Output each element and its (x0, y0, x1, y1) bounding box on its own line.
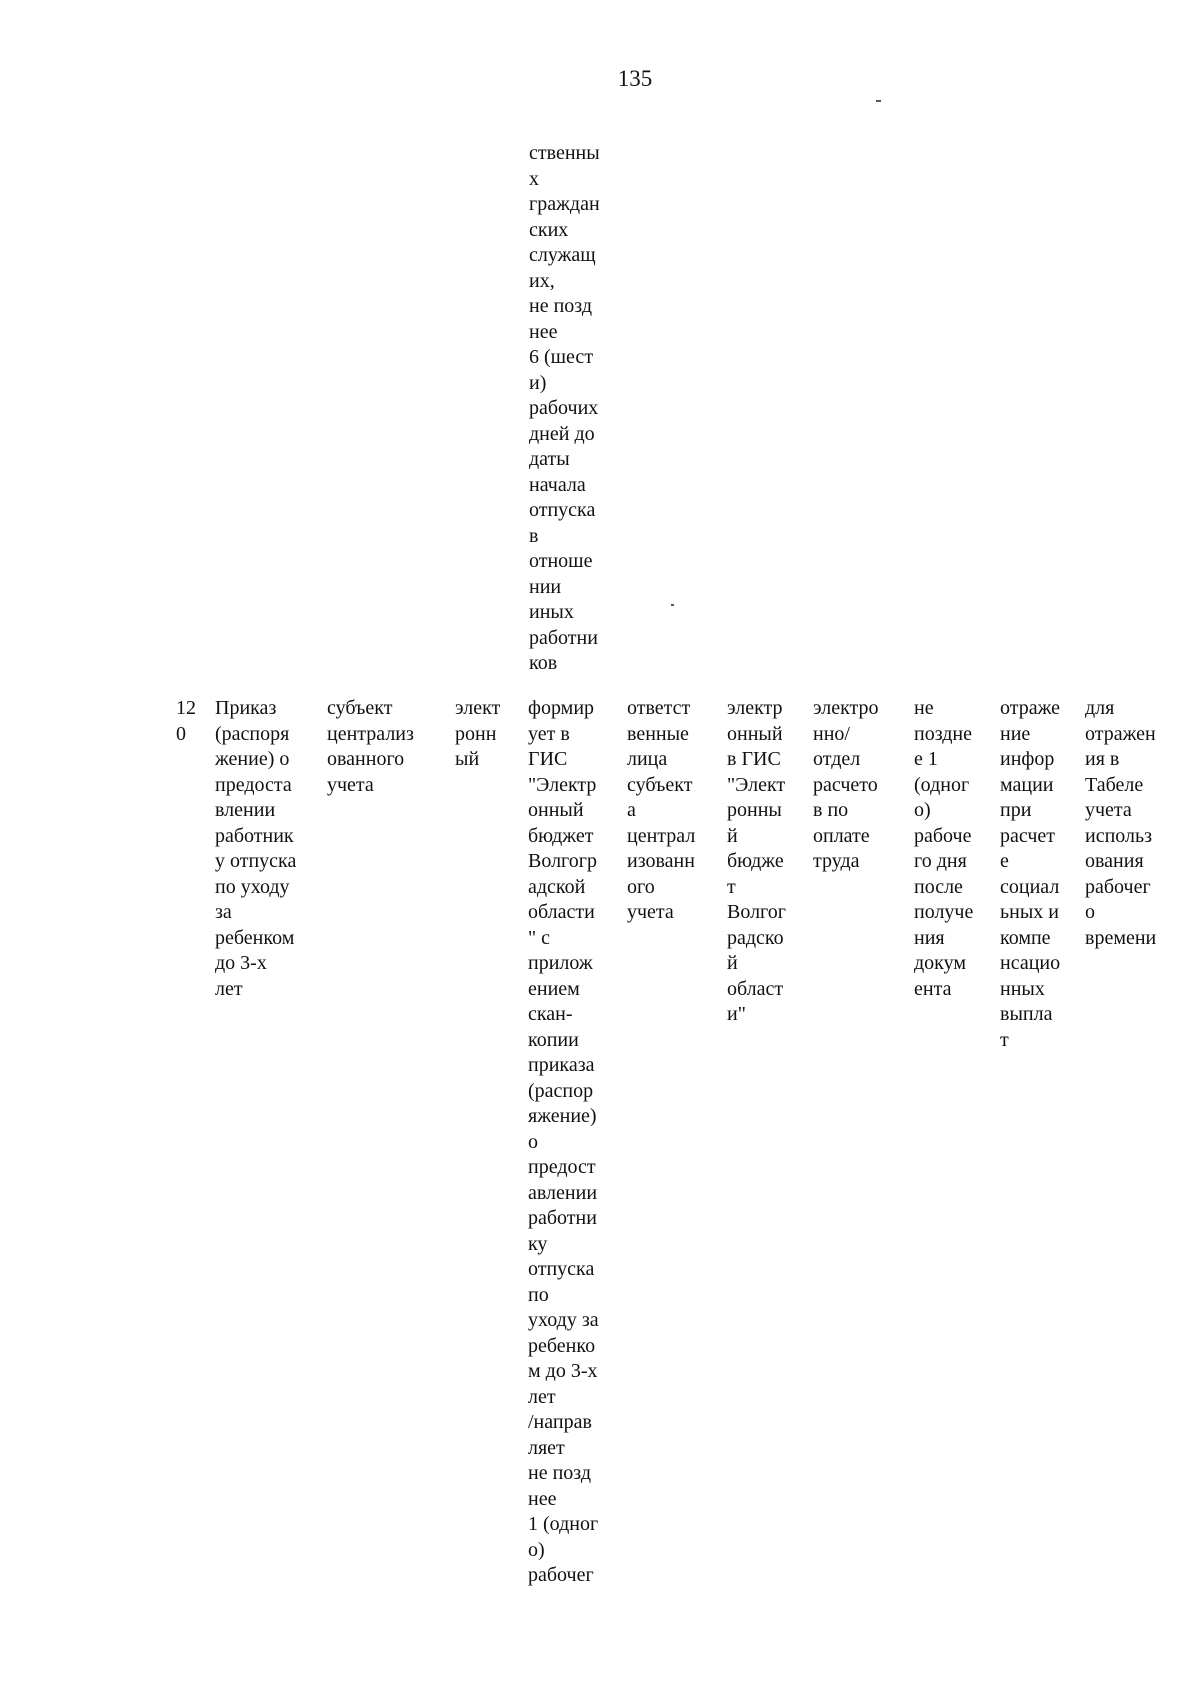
row-number: 12 0 (176, 697, 196, 745)
document-name-cell: Приказ (распоря жение) о предоста влении работник у отпуска по уходу за ребенком до 3-х лет (215, 697, 297, 1000)
scan-speck (671, 604, 674, 606)
originator-cell: субъект централиз ованного учета (327, 697, 414, 796)
transfer-form-cell: электр онный в ГИС "Элект ронны й бюдже т Волгог радско й област и" (727, 697, 786, 1025)
purpose-cell-1: отраже ние инфор мации при расчет е социал ьных и компе нсацио нных выпла т (1000, 697, 1061, 1051)
purpose-cell-2: для отражен ия в Табеле учета использ ования рабочег о времени (1085, 697, 1157, 949)
procedure-cell: формир ует в ГИС "Электр онный бюджет Волгогр адской области " с прилож ением скан- копии приказа (распор яжение) о предост авлении работни ку отпуска по уходу за ребенко м до 3-х лет /направ ляет не позд нее 1 (одног о) рабочег (528, 697, 599, 1586)
document-form-cell: элект ронн ый (455, 697, 501, 770)
continuation-cell: ственны х граждан ских служащ их, не позд нее 6 (шест и) рабочих дней до даты начала отпуска в отноше нии иных работни ков (529, 142, 600, 674)
recipient-cell: электро нно/ отдел расчето в по оплате труда (813, 697, 879, 872)
page-number: 135 (617, 66, 653, 91)
responsible-cell: ответст венные лица субъект а централ изованн ого учета (627, 697, 696, 923)
deadline-cell: не поздне е 1 (одног о) рабоче го дня после получе ния докум ента (914, 697, 974, 1000)
scan-speck (876, 100, 881, 102)
